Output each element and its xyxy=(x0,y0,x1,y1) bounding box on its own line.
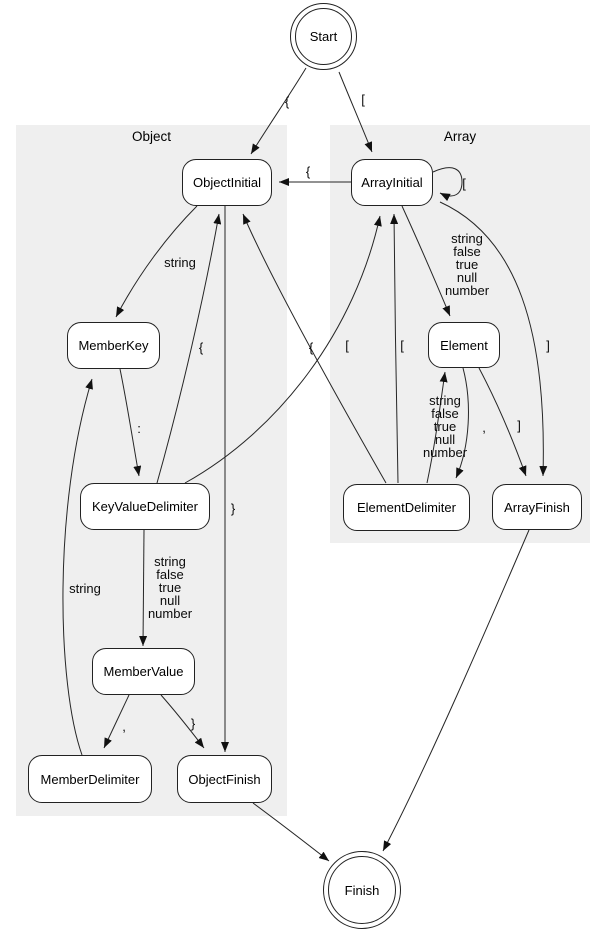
edge-label-memberdelim-memberkey: string xyxy=(69,581,101,596)
edge-label-start-object: { xyxy=(284,94,290,109)
edge-start-to-array-initial xyxy=(339,72,372,152)
edge-label-element-elementdelim: , xyxy=(482,420,486,435)
edge-label-membervalue-memberdelim: , xyxy=(122,719,126,734)
edge-paths xyxy=(63,68,543,861)
edge-label-arrayinitial-objectinitial: { xyxy=(305,164,311,179)
edge-array-initial-self-loop xyxy=(433,168,462,196)
edge-label-objectinitial-memberkey: string xyxy=(164,255,196,270)
node-member-key: MemberKey xyxy=(67,322,160,369)
edge-label-elementdelim-arrayinitial: [ xyxy=(400,338,404,353)
edge-label-arrayinitial-element-line3: true xyxy=(455,257,479,272)
edge-array-initial-to-element xyxy=(402,206,450,316)
node-array-initial: ArrayInitial xyxy=(351,159,433,206)
edge-label-elementdelim-element-line1: string xyxy=(429,393,461,408)
cluster-object-label: Object xyxy=(131,129,172,144)
edge-label-kvd-membervalue-line1: string xyxy=(154,554,186,569)
edge-member-delimiter-to-member-key xyxy=(63,379,92,755)
node-finish xyxy=(323,851,401,929)
edge-object-finish-to-finish xyxy=(253,803,329,861)
edge-member-key-to-key-value-delimiter xyxy=(120,369,139,476)
node-member-value: MemberValue xyxy=(92,648,195,695)
node-element-delimiter: ElementDelimiter xyxy=(343,484,470,531)
edge-key-value-delimiter-to-array-initial xyxy=(185,216,380,483)
node-key-value-delimiter: KeyValueDelimiter xyxy=(80,483,210,530)
edge-label-kvd-objectinitial: { xyxy=(198,340,204,355)
edge-label-element-arrayfinish: ] xyxy=(517,418,521,433)
edge-label-arrayinitial-arrayfinish: ] xyxy=(546,338,550,353)
edge-labels xyxy=(69,92,550,734)
edge-label-membervalue-objectfinish: } xyxy=(190,716,196,731)
edge-member-value-to-object-finish xyxy=(161,695,204,748)
edge-key-value-delimiter-to-member-value xyxy=(143,530,144,646)
edge-label-memberkey-kvd: : xyxy=(137,421,141,436)
edge-label-elementdelim-objectinitial: { xyxy=(308,340,314,355)
node-member-delimiter: MemberDelimiter xyxy=(28,755,152,803)
edge-label-elementdelim-element-line3: true xyxy=(433,419,457,434)
edge-label-kvd-arrayinitial: [ xyxy=(345,338,349,353)
node-start-label: Start xyxy=(295,8,352,65)
node-element: Element xyxy=(428,322,500,368)
node-object-finish: ObjectFinish xyxy=(177,755,272,803)
edge-label-objectinitial-objectfinish: } xyxy=(230,501,236,516)
edge-array-finish-to-finish xyxy=(383,530,529,851)
node-start xyxy=(290,3,357,70)
edge-label-kvd-membervalue-line4: null xyxy=(159,593,181,608)
node-finish-label: Finish xyxy=(328,856,396,924)
edge-label-arrayinitial-element-line2: false xyxy=(453,244,481,259)
edge-label-arrayinitial-self: [ xyxy=(462,176,466,191)
edge-label-arrayinitial-element-line1: string xyxy=(451,231,483,246)
edge-label-kvd-membervalue-line3: true xyxy=(158,580,182,595)
edge-element-delimiter-to-object-initial xyxy=(243,214,386,483)
edge-start-to-object-initial xyxy=(251,68,306,154)
edge-label-kvd-membervalue-line2: false xyxy=(156,567,184,582)
edge-label-elementdelim-element-line2: false xyxy=(431,406,459,421)
edge-element-to-element-delimiter xyxy=(456,368,468,478)
edge-label-elementdelim-element-line4: null xyxy=(434,432,456,447)
node-array-finish: ArrayFinish xyxy=(492,484,582,530)
edge-label-kvd-membervalue-line5: number xyxy=(147,606,193,621)
edge-label-elementdelim-element-line5: number xyxy=(422,445,468,460)
edge-label-start-array: [ xyxy=(361,92,365,107)
cluster-array-label: Array xyxy=(443,129,477,144)
node-object-initial: ObjectInitial xyxy=(182,159,272,206)
edge-element-delimiter-to-array-initial xyxy=(394,214,398,483)
edge-label-arrayinitial-element-line4: null xyxy=(456,270,478,285)
edge-label-arrayinitial-element-line5: number xyxy=(444,283,490,298)
